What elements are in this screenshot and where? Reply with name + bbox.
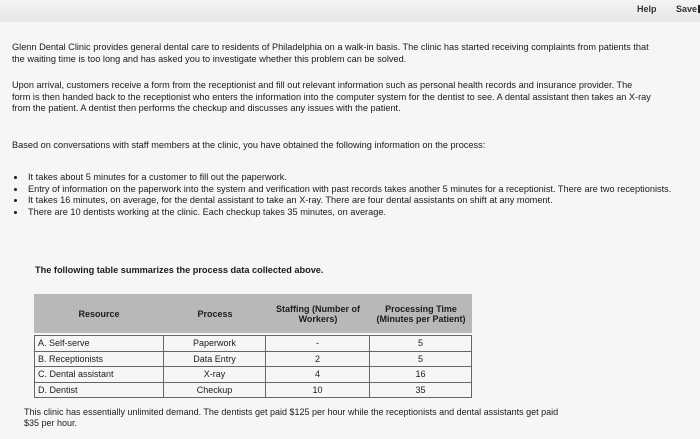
cell-staffing: 10 [266, 383, 370, 399]
table-row [34, 336, 472, 352]
save-button[interactable] [676, 4, 700, 14]
cell-time: 16 [370, 367, 472, 383]
cell-resource: B. Receptionists [34, 352, 164, 368]
cell-process: Paperwork [164, 336, 266, 352]
cell-process: X-ray [164, 367, 266, 383]
save-label: Save [676, 4, 698, 14]
cell-process: Data Entry [164, 352, 266, 368]
fact-item: • Entry of information on the paperwork into the system and verification with past records takes another 5 minutes for a receptionist. There are two receptionists. [26, 184, 676, 196]
cell-time: 35 [370, 383, 472, 399]
header-processing-time: Processing Time (Minutes per Patient) [376, 303, 466, 324]
cell-resource: C. Dental assistant [34, 367, 164, 383]
cell-staffing: 2 [266, 352, 370, 368]
process-table [34, 294, 472, 395]
cell-time: 5 [370, 352, 472, 368]
fact-item: • It takes 16 minutes, on average, for the dental assistant to take an X-ray. There are four dental assistants on shift at any moment. [26, 195, 676, 207]
problem-content [0, 22, 700, 439]
cell-process: Checkup [164, 383, 266, 399]
help-button[interactable]: Help [637, 4, 657, 14]
top-toolbar [0, 0, 700, 22]
table-body [34, 335, 472, 398]
cell-staffing: 4 [266, 367, 370, 383]
header-process: Process [197, 308, 233, 319]
header-staffing: Staffing (Number of Workers) [276, 303, 360, 324]
intro-paragraph: Glenn Dental Clinic provides general dental care to residents of Philadelphia on a walk-in basis. The clinic has started receiving complaints from patients that the waiting time is too long and has asked you to investigate whether this problem can be solved. [12, 42, 649, 64]
table-title: The following table summarizes the process data collected above. [35, 265, 324, 275]
footer-note: This clinic has essentially unlimited demand. The dentists get paid $125 per hour while the receptionists and dental assistants get paid $35 per hour. [24, 407, 559, 428]
fact-item: • There are 10 dentists working at the clinic. Each checkup takes 35 minutes, on average. [26, 207, 676, 219]
table-row [34, 367, 472, 383]
facts-list [12, 172, 676, 218]
table-row [34, 383, 472, 399]
table-header [34, 294, 472, 333]
cell-resource: A. Self-serve [34, 336, 164, 352]
fact-item: • It takes about 5 minutes for a customer to fill out the paperwork. [26, 172, 676, 184]
cell-staffing: - [266, 336, 370, 352]
table-row [34, 352, 472, 368]
cell-time: 5 [370, 336, 472, 352]
cell-resource: D. Dentist [34, 383, 164, 399]
process-paragraph: Upon arrival, customers receive a form from the receptionist and fill out relevant information such as personal health records and insurance provider. The form is then handed back to the receptionist who enters the information into the computer system for the dentist to see. A dental assistant then takes an X-ray from the patient. A dentist then performs the checkup and discusses any issues with the patient. [12, 80, 651, 113]
header-resource: Resource [78, 308, 120, 319]
info-paragraph: Based on conversations with staff members at the clinic, you have obtained the following information on the process: [12, 140, 486, 150]
